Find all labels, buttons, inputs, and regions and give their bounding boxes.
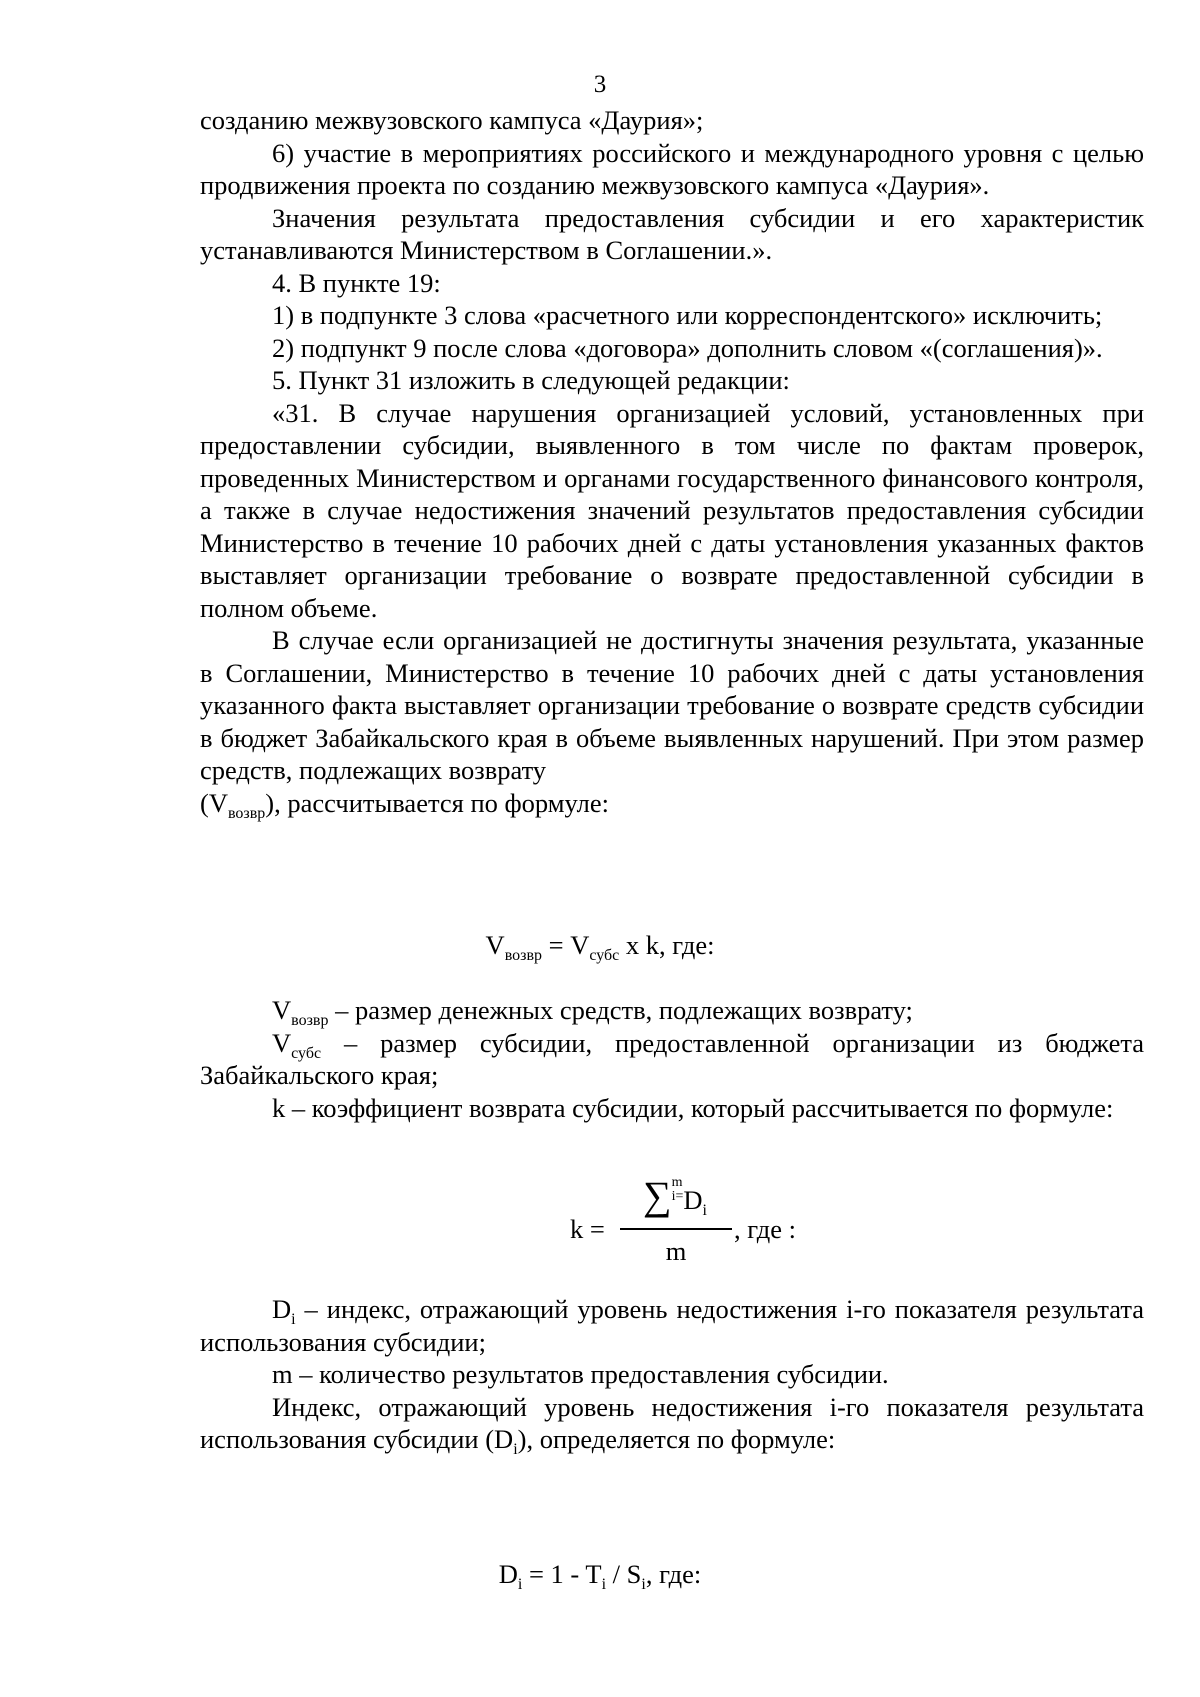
paragraph: «31. В случае нарушения организацией условий, установленных при предоставлении субсидии, выявленного в том числе по фактам проверок, проведенных Министерством и органами государственного финансового контроля, а также в случае недостижения значений результатов предоставления субсидии Министерство в течение 10 рабочих дней с даты установления указанных фактов выставляет организации требование о возврате предоставленной субсидии в полном объеме. xyxy=(200,397,1144,623)
definitions-2 xyxy=(200,1293,1144,1456)
paragraph: 1) в подпункте 3 слова «расчетного или корреспондентского» исключить; xyxy=(272,300,1103,330)
symbol: V xyxy=(272,995,292,1025)
sigma-upper: m xyxy=(671,1175,683,1190)
text: x k, где: xyxy=(619,930,715,960)
paragraph-vreturn-intro xyxy=(200,787,1144,820)
subscript: i xyxy=(641,1576,646,1593)
formula-lhs: k = xyxy=(570,1214,605,1244)
symbol: D xyxy=(498,1559,518,1589)
text: Индекс, отражающий уровень недостижения i-го показателя результата использования субсидии (D xyxy=(200,1391,1144,1454)
definition-vsubs xyxy=(200,1027,1144,1092)
text: = xyxy=(542,930,571,960)
subscript: возвр xyxy=(227,804,266,822)
formula-denominator: m xyxy=(665,1236,687,1266)
text: – размер субсидии, предоставленной организации из бюджета Забайкальского края; xyxy=(200,1027,1144,1090)
paragraph: 4. В пункте 19: xyxy=(272,267,441,298)
paragraph: 2) подпункт 9 после слова «договора» дополнить словом «(соглашения)». xyxy=(272,332,1103,363)
sigma-limits xyxy=(672,1176,684,1204)
sigma-lower: i= xyxy=(671,1189,684,1204)
definition-k: k – коэффициент возврата субсидии, который рассчитывается по формуле: xyxy=(272,1092,1114,1123)
subscript: i xyxy=(517,1576,523,1593)
subscript: i xyxy=(601,1576,607,1593)
main-text xyxy=(200,104,1144,822)
formula-numerator xyxy=(620,1173,730,1219)
fraction-bar xyxy=(620,1228,732,1230)
paragraph: созданию межвузовского кампуса «Даурия»; xyxy=(200,105,704,135)
definition-vreturn xyxy=(200,994,1144,1027)
text: = 1 - T xyxy=(522,1559,602,1589)
symbol: V xyxy=(570,930,590,960)
symbol: V xyxy=(485,930,505,960)
subscript: i xyxy=(702,1202,707,1219)
page-number: 3 xyxy=(593,71,607,98)
subscript: субс xyxy=(291,1044,322,1062)
subscript: возвр xyxy=(291,1012,329,1029)
symbol: D xyxy=(272,1294,292,1324)
formula-di xyxy=(0,1557,1200,1591)
sigma-symbol: ∑ xyxy=(643,1173,672,1218)
definition-di xyxy=(200,1293,1144,1358)
formula-rhs: , где : xyxy=(734,1214,797,1244)
text: ), определяется по формуле: xyxy=(517,1424,836,1454)
text: , где: xyxy=(645,1559,702,1589)
symbol: V xyxy=(272,1027,292,1058)
text: ), рассчитывается по формуле: xyxy=(265,787,609,818)
paragraph: 6) участие в мероприятиях российского и международного уровня с целью продвижения проекта по созданию межвузовского кампуса «Даурия». xyxy=(200,137,1144,200)
paragraph-index xyxy=(200,1391,1144,1456)
definition-m: m – количество результатов предоставления субсидии. xyxy=(272,1359,889,1389)
formula-k xyxy=(570,1173,810,1296)
text: – индекс, отражающий уровень недостижения i-го показателя результата использования субсидии; xyxy=(200,1294,1144,1357)
subscript: возвр xyxy=(504,947,543,964)
subscript: i xyxy=(291,1311,296,1328)
subscript: i xyxy=(513,1441,518,1458)
text: – размер денежных средств, подлежащих возврату; xyxy=(328,995,913,1025)
subscript: субс xyxy=(589,947,620,964)
text: (V xyxy=(200,787,228,818)
paragraph: Значения результата предоставления субсидии и его характеристик устанавливаются Министерством в Соглашении.». xyxy=(200,202,1144,265)
text: / S xyxy=(606,1559,642,1589)
definitions-1 xyxy=(200,994,1144,1124)
formula-vreturn xyxy=(0,928,1200,962)
paragraph: В случае если организацией не достигнуты значения результата, указанные в Соглашении, Министерство в течение 10 рабочих дней с даты установления указанного факта выставляет организации требование о возврате средств субсидии в бюджет Забайкальского края в объеме выявленных нарушений. При этом размер средств, подлежащих возврату xyxy=(200,625,1144,785)
symbol: D xyxy=(683,1185,703,1215)
paragraph: 5. Пункт 31 изложить в следующей редакции: xyxy=(272,365,790,395)
